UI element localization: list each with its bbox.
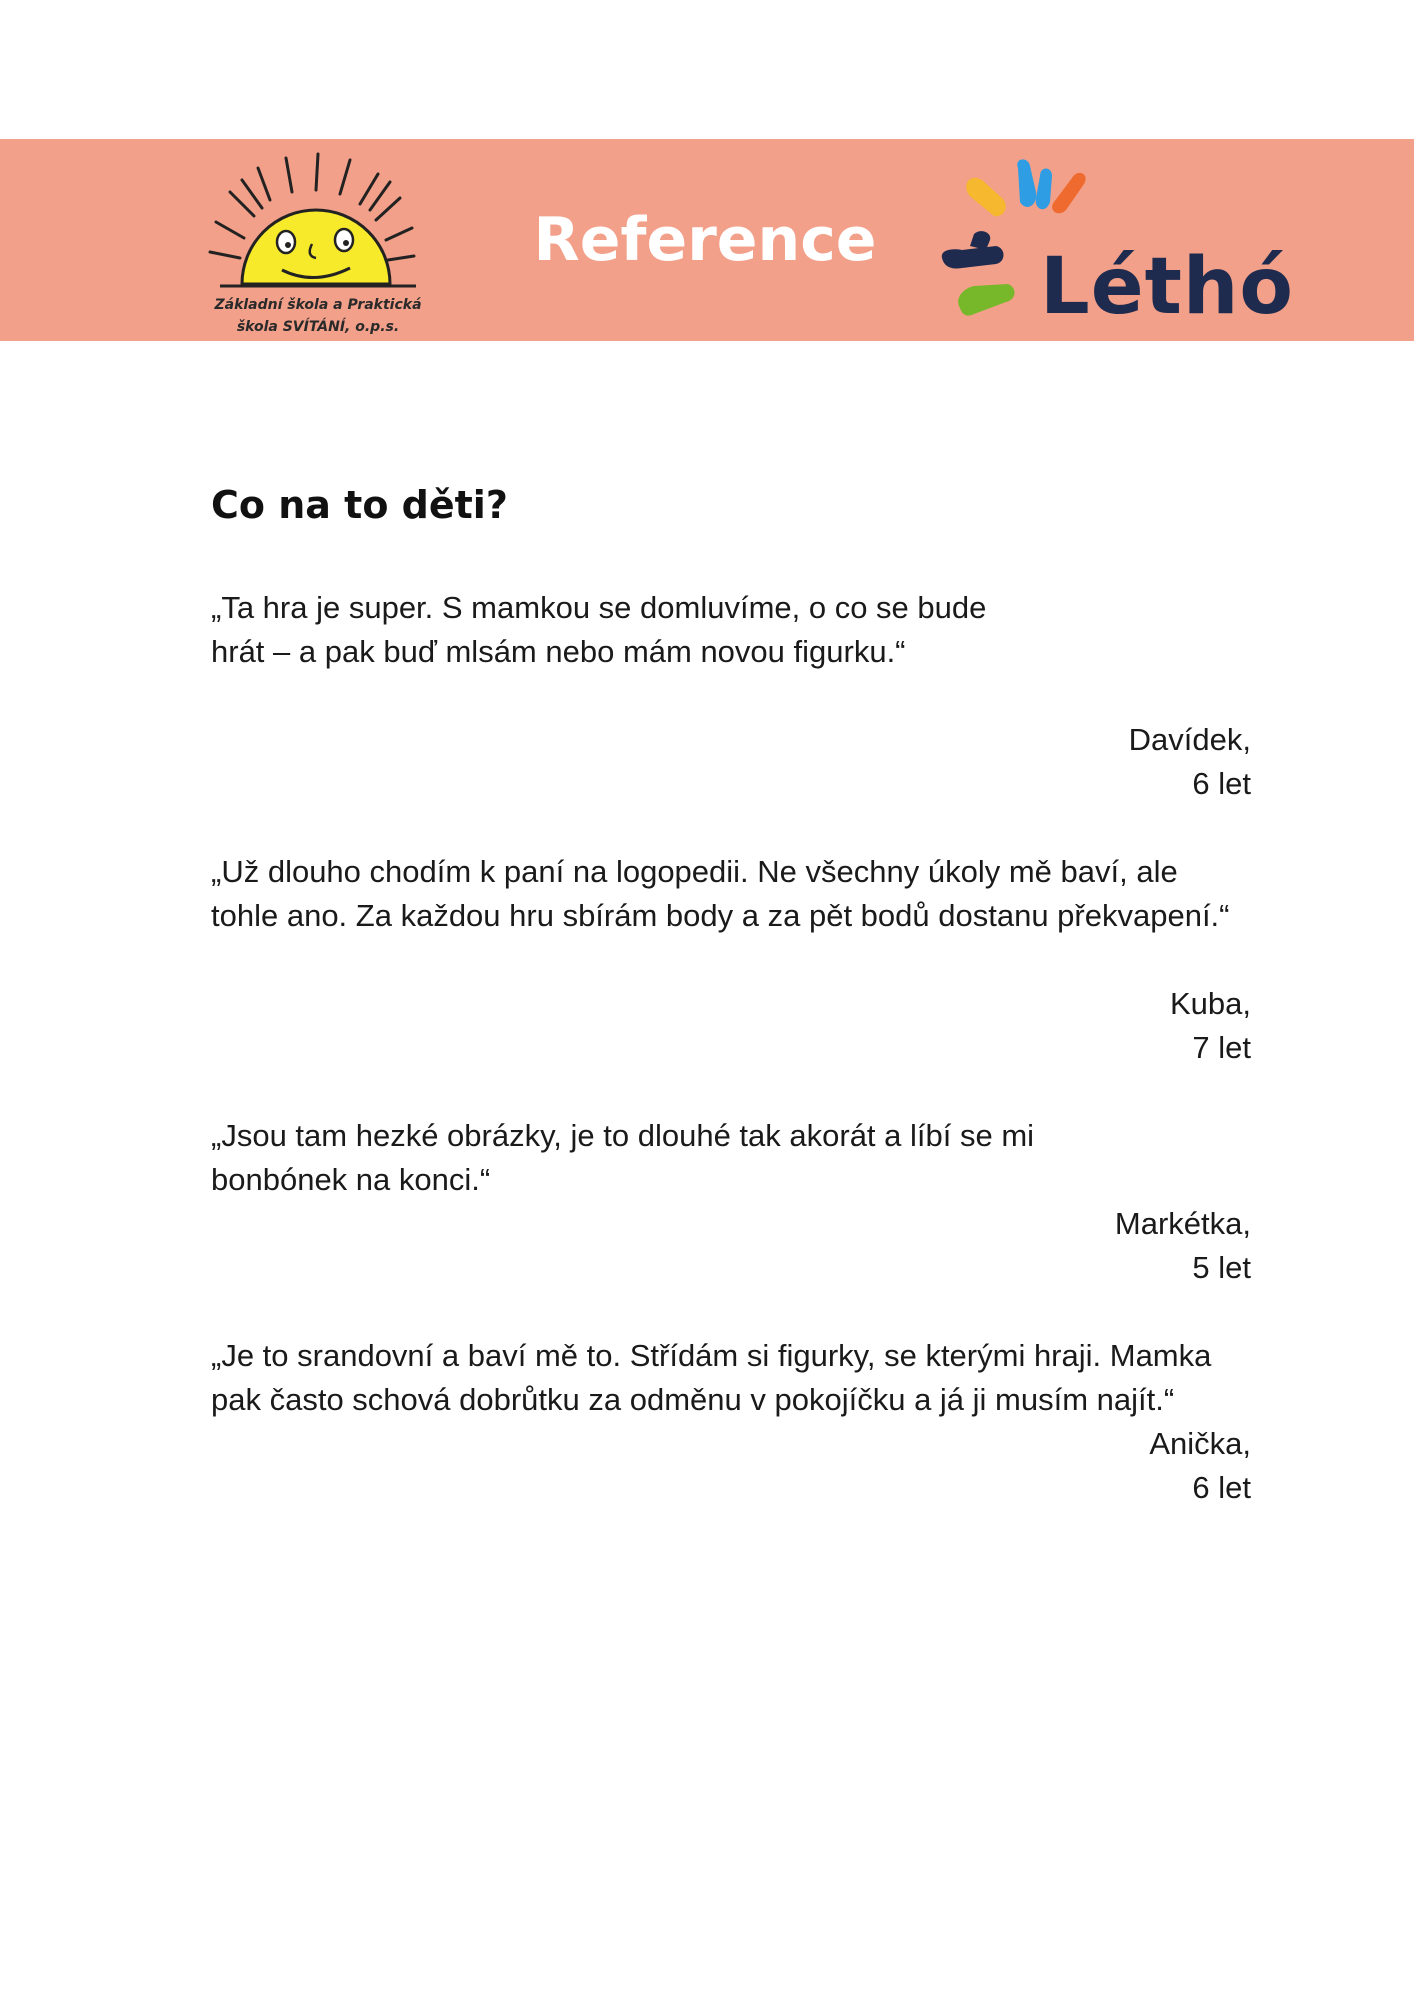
letho-logo — [940, 158, 1295, 338]
page-title: Reference — [533, 205, 877, 275]
sun-icon — [200, 152, 436, 292]
testimonial-quote: „Jsou tam hezké obrázky, je to dlouhé tak akorát a líbí se mi bonbónek na konci.“ — [211, 1118, 1035, 1197]
brand-name: Léthó — [1040, 242, 1295, 332]
section-heading: Co na to děti? — [211, 483, 508, 527]
testimonial-quote: „Už dlouho chodím k paní na logopedii. Ne všechny úkoly mě baví, ale tohle ano. Za každou hru sbírám body a za pět bodů dostanu překvapení.“ — [211, 854, 1230, 933]
school-name: Základní škola a Praktická škola SVÍTÁNÍ, o.p.s. — [214, 297, 422, 335]
testimonials-section — [211, 480, 1251, 1510]
testimonial-name: Davídek, — [1128, 722, 1251, 757]
testimonial-age: 6 let — [1192, 766, 1251, 801]
testimonial-quote: „Je to srandovní a baví mě to. Střídám si figurky, se kterými hraji. Mamka pak často schová dobrůtku za odměnu v pokojíčku a já ji musím najít.“ — [211, 1338, 1212, 1417]
testimonial-age: 7 let — [1192, 1030, 1251, 1065]
school-logo — [200, 152, 436, 342]
testimonial-age: 6 let — [1192, 1470, 1251, 1505]
testimonial-name: Anička, — [1149, 1426, 1251, 1461]
testimonial-age: 5 let — [1192, 1250, 1251, 1285]
testimonial-name: Markétka, — [1114, 1206, 1251, 1241]
testimonial-quote: „Ta hra je super. S mamkou se domluvíme, o co se bude hrát – a pak buď mlsám nebo mám novou figurku.“ — [211, 590, 987, 669]
testimonial-name: Kuba, — [1169, 986, 1251, 1021]
